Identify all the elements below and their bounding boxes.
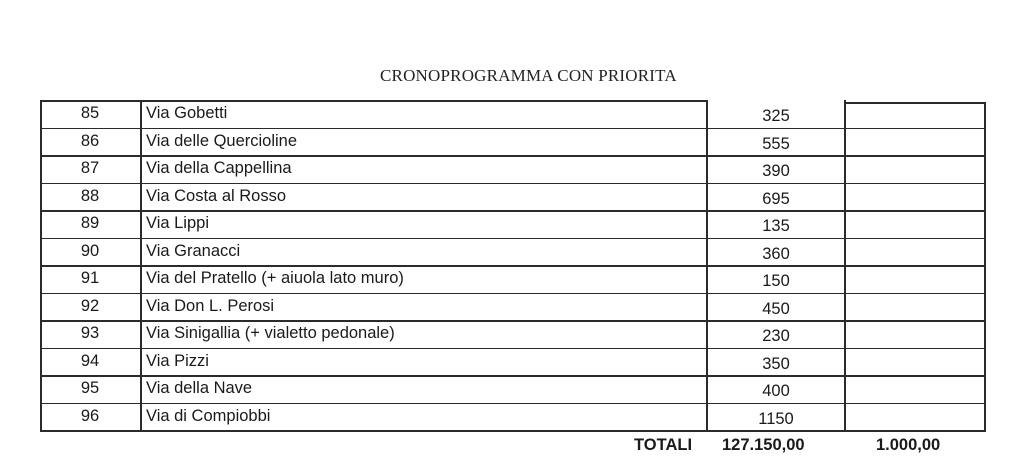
row-number: 90 (80, 241, 100, 260)
page-title: CRONOPROGRAMMA CON PRIORITA (380, 66, 677, 85)
table-row (40, 128, 986, 156)
row-number: 89 (80, 214, 100, 232)
row-value: 695 (762, 189, 790, 208)
row-value: 230 (762, 327, 790, 345)
street-name: Via delle Quercioline (146, 131, 298, 150)
table-row (40, 320, 986, 348)
row-value: 350 (762, 354, 790, 373)
street-name: Via della Cappellina (146, 159, 292, 177)
row-value: 450 (762, 299, 790, 318)
street-name: Via Granacci (146, 241, 241, 260)
street-name: Via Pizzi (146, 351, 209, 370)
street-name: Via di Compiobbi (146, 406, 271, 425)
row-value: 400 (762, 382, 790, 400)
totals-label: TOTALI (634, 436, 693, 454)
table-row (40, 265, 986, 293)
totals-amount: 127.150,00 (722, 436, 805, 454)
row-value: 360 (762, 244, 790, 263)
row-number: 86 (80, 131, 100, 150)
row-value: 555 (762, 134, 790, 153)
table-row (40, 100, 986, 128)
row-number: 95 (80, 379, 100, 397)
row-value: 135 (762, 217, 790, 235)
table-row (40, 348, 986, 376)
row-number: 96 (80, 406, 100, 425)
row-value: 150 (762, 272, 790, 290)
table-row (40, 155, 986, 183)
table-row (40, 403, 986, 431)
row-number: 92 (80, 296, 100, 315)
row-number: 88 (80, 186, 100, 205)
street-name: Via Lippi (146, 214, 209, 232)
street-name: Via del Pratello (+ aiuola lato muro) (146, 269, 404, 287)
street-name: Via Don L. Perosi (146, 296, 275, 315)
table-row (40, 293, 986, 321)
table-row (40, 183, 986, 211)
row-number: 87 (80, 159, 100, 177)
table-row (40, 210, 986, 238)
table-bottom-border (40, 430, 986, 432)
row-value: 1150 (758, 409, 794, 428)
table-row (40, 238, 986, 266)
street-name: Via Costa al Rosso (146, 186, 287, 205)
row-value: 325 (762, 107, 790, 125)
row-value: 390 (762, 162, 790, 180)
row-number: 91 (80, 269, 100, 287)
street-name: Via Sinigallia (+ vialetto pedonale) (146, 324, 395, 342)
street-name: Via della Nave (146, 379, 253, 397)
table-row (40, 375, 986, 403)
row-number: 85 (80, 104, 100, 122)
row-number: 93 (80, 324, 100, 342)
priority-table (40, 100, 986, 430)
row-number: 94 (80, 351, 100, 370)
totals-second-amount: 1.000,00 (876, 436, 941, 454)
street-name: Via Gobetti (146, 104, 228, 122)
